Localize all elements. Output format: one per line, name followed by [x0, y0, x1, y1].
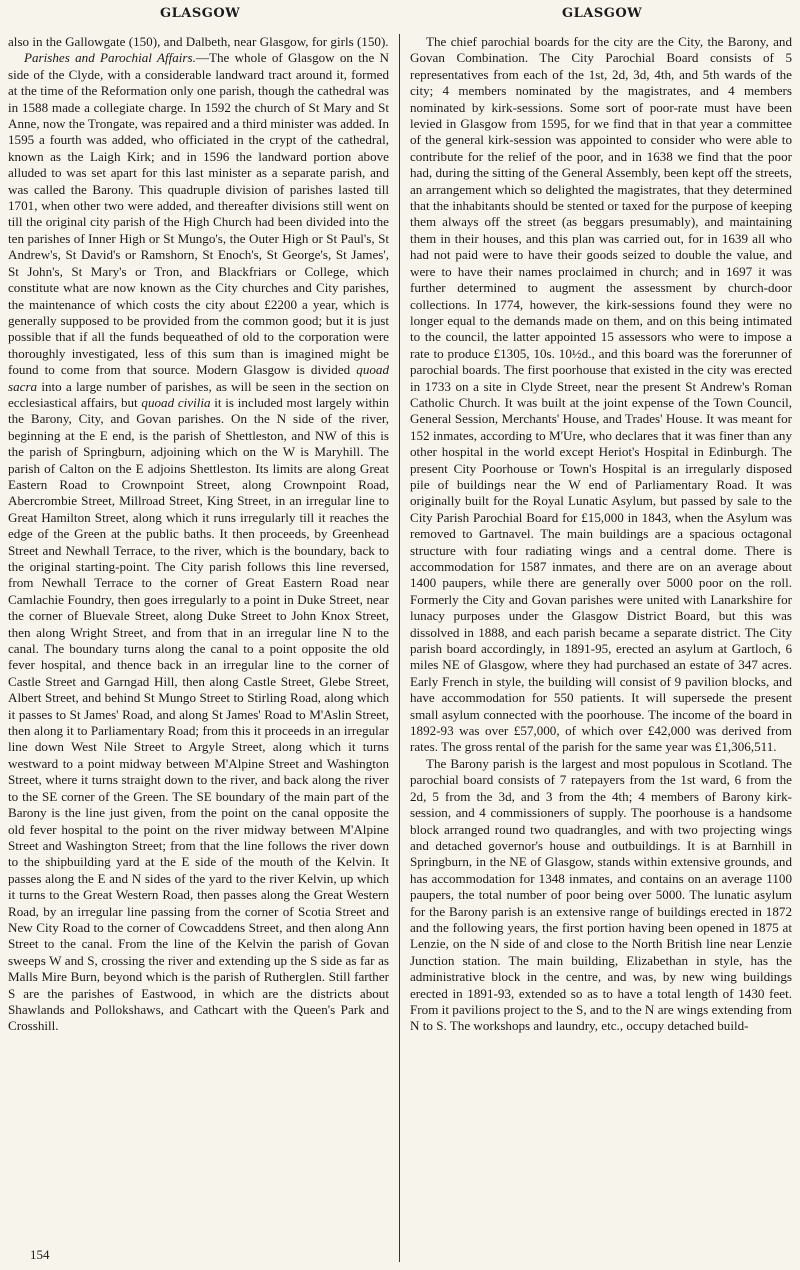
- paragraph-text: —The whole of Glasgow on the N side of the Clyde, with a considerable landward tract around it, formed at the time of the Reformation only one parish, though the cathedral was in 1588 made a collegiate charge. In 1592 the church of St Mary and St Anne, now the Trongate, was repaired and a third minister was added. In 1595 a fourth was added, who officiated in the crypt of the cathedral, known as the Laigh Kirk; and in 1596 the landward portion above alluded to was set apart for this last minister as a separate parish, and was called the Barony. This quadruple division of parishes lasted till 1701, when other two were added, and thereafter divisions still went on till the original city parish of the High Church had been divided into the ten parishes of Inner High or St Mungo's, the Outer High or St Paul's, St Andrew's, St David's or Ramshorn, St Enoch's, St George's, St James', St John's, St Mary's or Tron, and Blackfriars or College, which constitute what are now known as the City churches and City parishes, the maintenance of which costs the city about £2200 a year, which is generally supposed to be provided from the common good; but it is just possible that if all the funds bequeathed of old to the corporation were thoroughly investigated, less of this sum than is imagined might be found to come from that source. Modern Glasgow is divided: [8, 50, 389, 378]
- section-heading-parishes: Parishes and Parochial Affairs.: [24, 50, 196, 66]
- paragraph-barony-parish: The Barony parish is the largest and most populous in Scotland. The parochial board consists of 7 ratepayers from the 1st ward, 6 from the 2d, 5 from the 3d, and 3 from the 4th; 4 members of Barony kirk-session, and 4 commissioners of supply. The poorhouse is a handsome block arranged round two quadrangles, and with two projecting wings and detached governor's house and outbuildings. It is at Barnhill in Springburn, in the NE of Glasgow, stands within extensive grounds, and has accommodation for 1348 inmates, and contains on an average 1100 paupers, the total number of poor being over 5000. The lunatic asylum for the Barony parish is an extensive range of buildings erected in 1872 and the following years, the first portion having been opened in 1875 at Lenzie, on the N side of and close to the North British line near Lenzie Junction station. The main building, Elizabethan in style, has the administrative block in the centre, and was, by new wing buildings erected in 1891-93, extended so as to have a total length of 1430 feet. From it pavilions project to the S, and to the N are wings extending from N to S. The workshops and laundry, etc., occupy detached build-: [410, 755, 792, 1034]
- paragraph-text: it is included most largely within the Barony, City, and Govan parishes. On the N side of the river, beginning at the E end, is the parish of Shettleston, and NW of this is the parish of Springburn, adjoining which on the W is Maryhill. The parish of Calton on the E adjoins Shettleston. Its limits are along Great Eastern Road to Crownpoint Street, along Crownpoint Road, Abercrombie Street, Millroad Street, King Street, in an irregular line to Great Hamilton Street, along which it runs irregularly till it reaches the edge of the Green at the public baths. It then proceeds, by Greenhead Street and Newhall Terrace, to the river, which is the boundary, back to the original starting-point. The City parish follows this line reversed, from Newhall Terrace to the corner of Great Eastern Road near Camlachie Foundry, then goes irregularly to a point in Duke Street, near the corner of Bluevale Street, along Duke Street to John Knox Street, then along Wright Street, and from that in an irregular line N to the canal. The boundary turns along the canal to a point opposite the old fever hospital, and thence back in an irregular line to the corner of Castle Street and Garngad Hill, then along Castle Street, Glebe Street, Albert Street, and behind St Mungo Street to Stirling Road, along which it passes to St James' Road, and along St James' Road to M'Aslin Street, then along it to Parliamentary Road; from this it proceeds in an irregular line down West Nile Street to Argyle Street, along which it turns westward to a point midway between M'Alpine Street and Washington Street, where it turns straight down to the river, and back along the river to the SE corner of the Green. The SE boundary of the main part of the Barony is the line just given, from the point on the canal opposite the old fever hospital to the point on the river midway between M'Alpine Street and Washington Street; from that the line follows the river down to the shipbuilding yard at the E side of the mouth of the Kelvin. It passes along the E and N sides of the yard to the river Kelvin, up which it turns to the Great Western Road, then passes along the Great Western Road, by an irregular line passing from the corner of Scotia Street and New City Road to the corner of Cowcaddens Street, and then along Ann Street to the canal. From the line of the Kelvin the parish of Govan sweeps W and S, crossing the river and extending up the S side as far as Malls Mire Burn, beyond which is the parish of Rutherglen. Still farther S are the parishes of Eastwood, in which are the districts about Shawlands and Pollokshaws, and Cathcart with the Queen's Park and Crosshill.: [8, 394, 389, 1034]
- page-number: 154: [30, 1247, 50, 1262]
- left-column: [8, 34, 389, 1035]
- paragraph-parishes: [8, 50, 389, 1034]
- paragraph-text: into a large number of parishes, as will be seen in the section on ecclesiastical affairs, but: [8, 378, 389, 410]
- right-column: [410, 34, 792, 1035]
- latin-term: quoad civilia: [141, 394, 211, 410]
- running-header: [0, 6, 800, 28]
- latin-term: quoad sacra: [8, 362, 389, 394]
- paragraph-parochial-boards: The chief parochial boards for the city are the City, the Barony, and Govan Combination. The City Parochial Board consists of 5 representatives from each of the 1st, 2d, 3d, 4th, and 5th wards of the city; 4 members nominated by the magistrates, and 4 members nominated by kirk-sessions. Some sort of poor-rate must have been levied in Glasgow from 1595, for we find that in that year a committee of the general kirk-session was appointed to consider who were able to contribute for the relief of the poor, and in 1638 we find that the poor had, during the sitting of the General Assembly, been kept off the streets, an arrangement which so delighted the magistrates, that they determined that the inhabitants should be stented or taxed for the purpose of keeping them always off the street (as beggars presumably), and maintaining them in their houses, and this plan was carried out, for in 1639 all who had not paid were to have their goods seized to double the value, and were to have their names proclaimed in church; and in 1697 it was further determined to augment the assessment by church-door collections. In 1774, however, the kirk-sessions found they were no longer equal to the demands made on them, and on this being intimated to the council, the latter appointed 15 assessors who were to impose a rate to produce £1305, 10s. 10½d., and this board was the forerunner of parochial boards. The first poorhouse that existed in the city was erected in 1733 on a site in Clyde Street, near the present St Andrew's Roman Catholic Church. It was built at the joint expense of the Town Council, General Session, Merchants' House, and Trades' House. It was meant for 152 inmates, according to M'Ure, who declares that it was finer than any other hospital in the world except Heriot's Hospital in Edinburgh. The present City Poorhouse or Town's Hospital is an irregularly disposed pile of buildings near the W end of Parliamentary Road. It was originally built for the Royal Lunatic Asylum, but passed by sale to the City Parish Parochial Board for £15,000 in 1843, when the Asylum was removed to Gartnavel. The main buildings are a spacious octagonal structure with four radiating wings and a central dome. There is accommodation for 1587 inmates, and there are on an average about 1400 paupers, while there are generally over 5000 poor on the roll. Formerly the City and Govan parishes were united with Lanarkshire for lunacy purposes under the Glasgow District Board, but this was dissolved in 1888, and each parish became a separate district. The City parish board accordingly, in 1891-95, erected an asylum at Gartloch, 6 miles NE of Glasgow, where they had purchased an estate of 347 acres. Early French in style, the building will consist of 9 pavilion blocks, and have accommodation for 550 patients. It will supersede the present small asylum connected with the poorhouse. The income of the board in 1892-93 was over £57,000, of which over £42,000 was derived from rates. The gross rental of the parish for the same year was £1,306,511.: [410, 34, 792, 755]
- running-head-right: GLASGOW: [562, 6, 643, 21]
- running-head-left: GLASGOW: [160, 6, 241, 21]
- paragraph-continued: also in the Gallowgate (150), and Dalbeth, near Glasgow, for girls (150).: [8, 34, 389, 49]
- column-divider: [399, 34, 400, 1262]
